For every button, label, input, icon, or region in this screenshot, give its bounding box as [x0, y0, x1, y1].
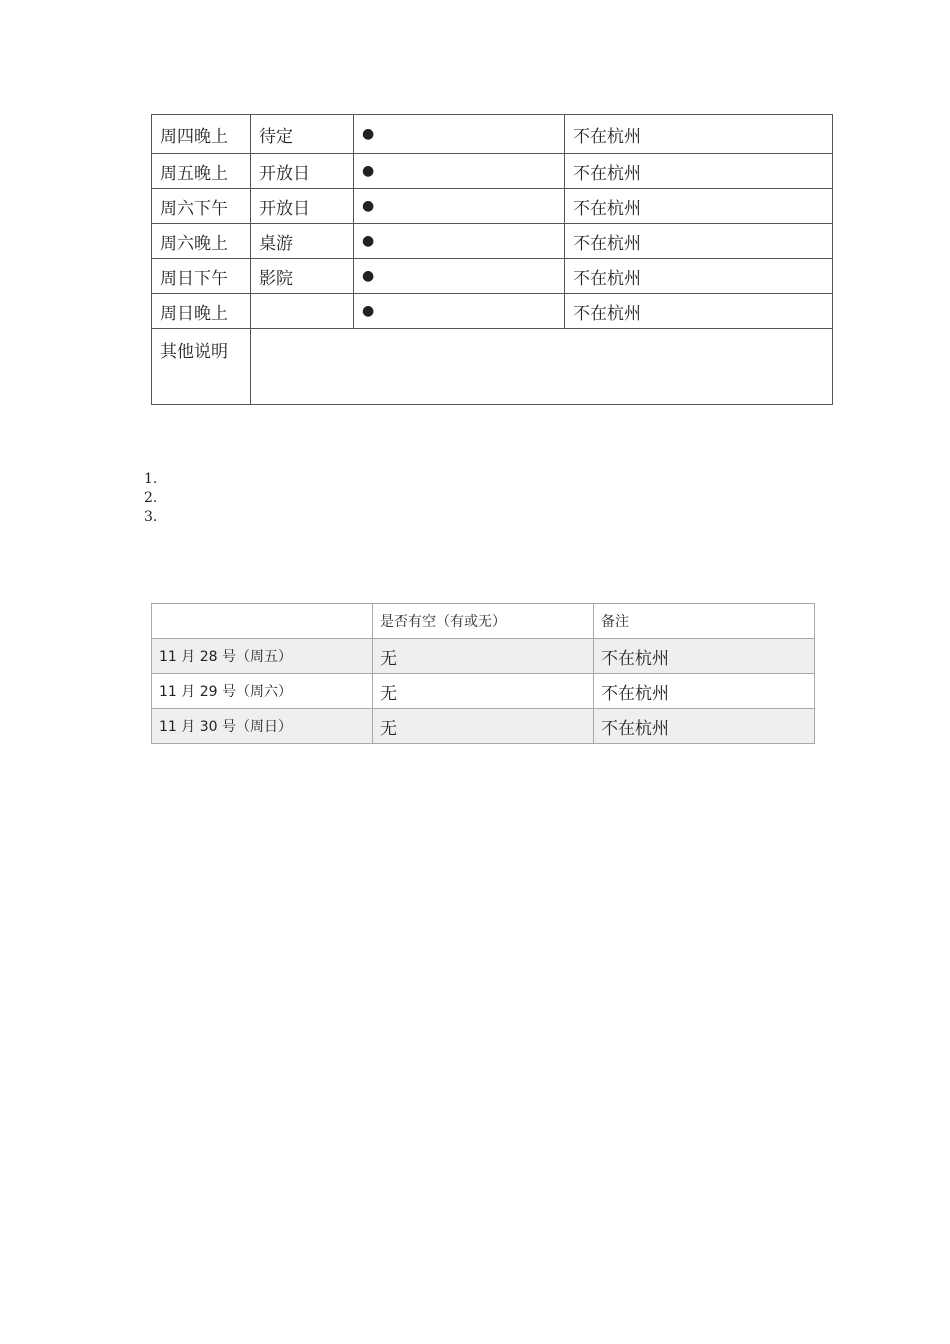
bullet-cell: ●	[354, 294, 565, 329]
note-cell: 不在杭州	[565, 294, 833, 329]
event-cell: 桌游	[251, 224, 354, 259]
schedule-row	[152, 154, 833, 189]
available-cell: 无	[373, 709, 594, 744]
notes-label: 其他说明	[152, 329, 251, 405]
event-cell	[251, 294, 354, 329]
note-cell: 不在杭州	[565, 224, 833, 259]
availability-row	[152, 639, 815, 674]
date-cell: 11 月 30 号（周日）	[152, 709, 373, 744]
available-cell: 无	[373, 639, 594, 674]
header-cell-date	[152, 604, 373, 639]
available-cell: 无	[373, 674, 594, 709]
bullet-cell: ●	[354, 224, 565, 259]
availability-table	[151, 603, 815, 744]
schedule-row	[152, 189, 833, 224]
slot-cell: 周四晚上	[152, 115, 251, 154]
event-cell: 开放日	[251, 189, 354, 224]
availability-row	[152, 674, 815, 709]
slot-cell: 周日下午	[152, 259, 251, 294]
list-item: 1.	[144, 471, 158, 487]
notes-row	[152, 329, 833, 405]
schedule-row	[152, 259, 833, 294]
header-cell-available: 是否有空（有或无）	[373, 604, 594, 639]
date-cell: 11 月 28 号（周五）	[152, 639, 373, 674]
numbered-list	[144, 470, 157, 527]
note-cell: 不在杭州	[565, 259, 833, 294]
availability-row	[152, 709, 815, 744]
note-cell: 不在杭州	[565, 154, 833, 189]
schedule-table	[151, 114, 833, 405]
schedule-row	[152, 115, 833, 154]
bullet-cell: ●	[354, 259, 565, 294]
event-cell: 开放日	[251, 154, 354, 189]
bullet-cell: ●	[354, 115, 565, 154]
slot-cell: 周五晚上	[152, 154, 251, 189]
slot-cell: 周六晚上	[152, 224, 251, 259]
bullet-cell: ●	[354, 189, 565, 224]
bullet-cell: ●	[354, 154, 565, 189]
slot-cell: 周六下午	[152, 189, 251, 224]
list-item: 3.	[144, 509, 158, 525]
header-cell-remark: 备注	[594, 604, 815, 639]
note-cell: 不在杭州	[565, 115, 833, 154]
note-cell: 不在杭州	[565, 189, 833, 224]
date-cell: 11 月 29 号（周六）	[152, 674, 373, 709]
remark-cell: 不在杭州	[594, 639, 815, 674]
availability-header-row	[152, 604, 815, 639]
notes-value	[251, 329, 833, 405]
slot-cell: 周日晚上	[152, 294, 251, 329]
schedule-row	[152, 294, 833, 329]
schedule-row	[152, 224, 833, 259]
remark-cell: 不在杭州	[594, 674, 815, 709]
remark-cell: 不在杭州	[594, 709, 815, 744]
event-cell: 影院	[251, 259, 354, 294]
list-item: 2.	[144, 490, 158, 506]
event-cell: 待定	[251, 115, 354, 154]
